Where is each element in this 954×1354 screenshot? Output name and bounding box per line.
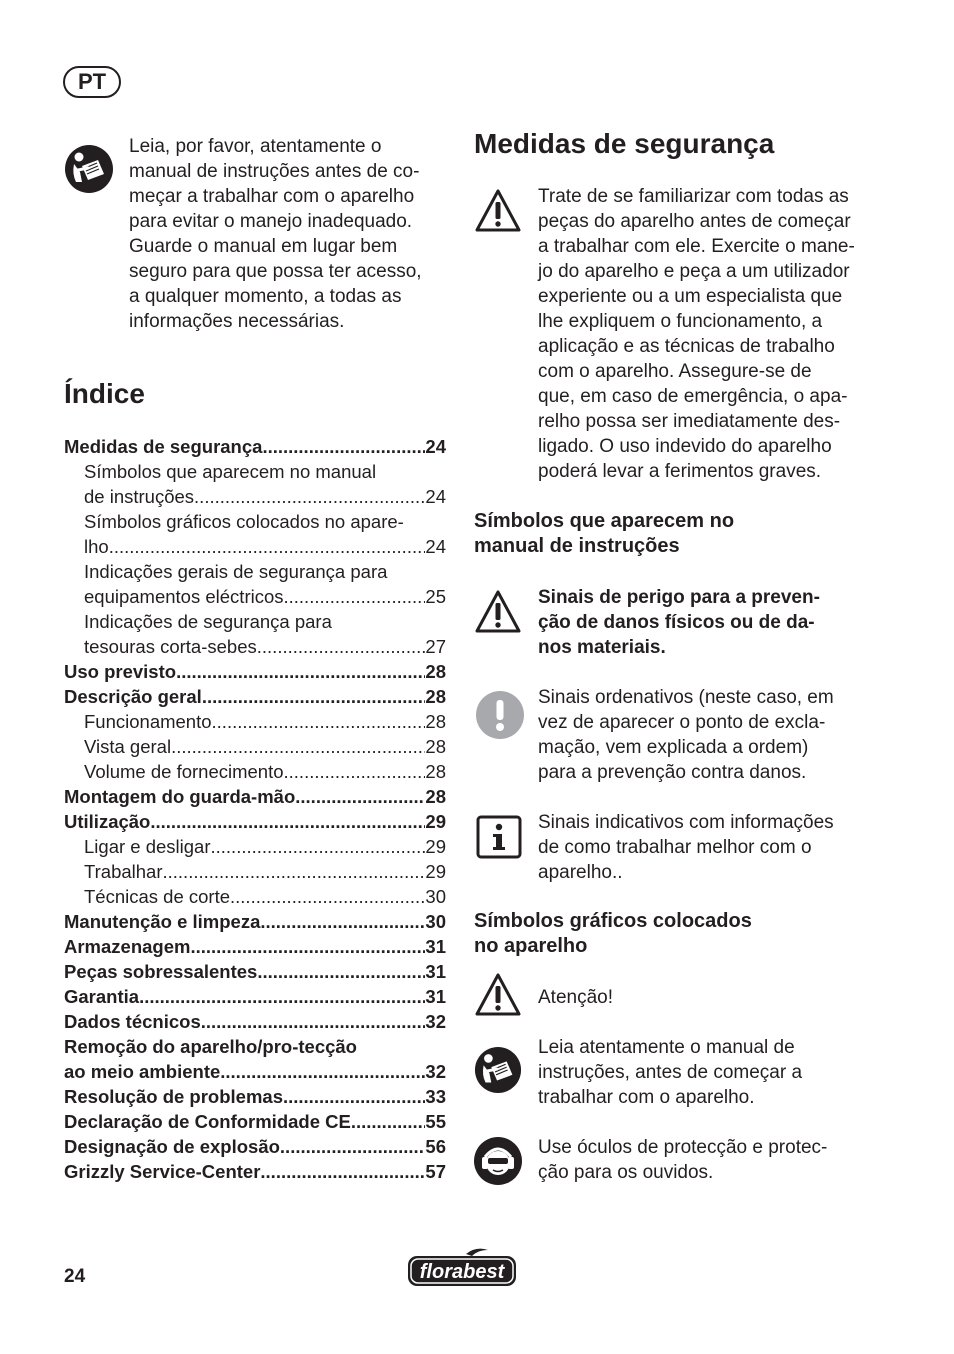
- toc-entry[interactable]: Garantia ..... 31: [64, 984, 446, 1009]
- table-of-contents: [64, 434, 446, 1184]
- protection-text: Use óculos de protecção e protec- ção para os ouvidos.: [538, 1137, 828, 1183]
- read-manual-text: Leia atentamente o manual de instruções, antes de começar a trabalhar com o aparelho.: [538, 1037, 803, 1108]
- toc-entry[interactable]: Volume de fornecimento ..... 28: [64, 759, 446, 784]
- toc-entry[interactable]: tesouras corta-sebes ..... 27: [64, 634, 446, 659]
- toc-entry[interactable]: Utilização ..... 29: [64, 809, 446, 834]
- danger-signs-text: Sinais de perigo para a preven- ção de danos físicos ou de da- nos materiais.: [538, 587, 820, 658]
- toc-entry[interactable]: lho ..... 24: [64, 534, 446, 559]
- brand-name: florabest: [419, 1261, 505, 1283]
- toc-entry[interactable]: Montagem do guarda-mão ..... 28: [64, 784, 446, 809]
- index-title: Índice: [64, 378, 145, 409]
- toc-entry[interactable]: Dados técnicos ..... 32: [64, 1009, 446, 1034]
- mandatory-signs-text: Sinais ordenativos (neste caso, em vez de aparecer o ponto de excla- mação, vem explicada a ordem) para a prevenção contra danos.: [538, 687, 834, 783]
- toc-entry[interactable]: Remoção do aparelho/pro-tecção: [64, 1036, 357, 1057]
- attention-text: Atenção!: [538, 987, 613, 1008]
- eye-ear-protection-icon: [474, 1137, 522, 1185]
- toc-entry[interactable]: Uso previsto ..... 28: [64, 659, 446, 684]
- toc-entry[interactable]: Descrição geral ..... 28: [64, 684, 446, 709]
- safety-warning-text: Trate de se familiarizar com todas as peças do aparelho antes de começar a trabalhar com ele. Exercite o mane- jo do aparelho e peça a um utilizador experiente ou a um especialista que lhe expliquem o funcionamento, a aplicação e as técnicas de trabalho com o aparelho. Assegure-se de que, em caso de emergência, o apa- relho possa ser imediatamente des- ligado. O uso indevido do aparelho poderá levar a ferimentos graves.: [538, 186, 855, 482]
- toc-entry[interactable]: Símbolos gráficos colocados no apare-: [84, 511, 404, 532]
- brand-logo: [406, 1246, 518, 1288]
- device-symbols-title: Símbolos gráficos colocados no aparelho: [474, 910, 752, 957]
- toc-entry[interactable]: Manutenção e limpeza ..... 30: [64, 909, 446, 934]
- section-title: Medidas de segurança: [474, 128, 775, 159]
- info-signs-text: Sinais indicativos com informações de como trabalhar melhor com o aparelho..: [538, 812, 834, 883]
- read-manual-icon: [474, 1046, 522, 1094]
- toc-entry[interactable]: Declaração de Conformidade CE ..... 55: [64, 1109, 446, 1134]
- toc-entry[interactable]: Ligar e desligar ..... 29: [64, 834, 446, 859]
- toc-entry[interactable]: Designação de explosão ..... 56: [64, 1134, 446, 1159]
- toc-entry[interactable]: Grizzly Service-Center ..... 57: [64, 1159, 446, 1184]
- toc-entry[interactable]: Técnicas de corte ..... 30: [64, 884, 446, 909]
- toc-entry[interactable]: de instruções ..... 24: [64, 484, 446, 509]
- manual-symbols-title: Símbolos que aparecem no manual de instruções: [474, 510, 735, 557]
- toc-entry[interactable]: Funcionamento ..... 28: [64, 709, 446, 734]
- toc-entry[interactable]: Indicações de segurança para: [84, 611, 332, 632]
- toc-entry[interactable]: Símbolos que aparecem no manual: [84, 461, 377, 482]
- page-number: 24: [64, 1266, 86, 1287]
- toc-entry[interactable]: Trabalhar ..... 29: [64, 859, 446, 884]
- toc-entry[interactable]: Medidas de segurança ..... 24: [64, 434, 446, 459]
- toc-entry[interactable]: Resolução de problemas ..... 33: [64, 1084, 446, 1109]
- toc-entry[interactable]: ao meio ambiente ..... 32: [64, 1059, 446, 1084]
- attention-triangle-icon: [474, 972, 522, 1018]
- info-sign-icon: [476, 815, 522, 859]
- language-badge: PT: [63, 66, 121, 98]
- toc-entry[interactable]: equipamentos eléctricos ..... 25: [64, 584, 446, 609]
- toc-entry[interactable]: Peças sobressalentes ..... 31: [64, 959, 446, 984]
- intro-text: Leia, por favor, atentamente o manual de instruções antes de co- meçar a trabalhar com o aparelho para evitar o manejo inadequado. Guarde o manual em lugar bem seguro para que possa ter acesso, a qualquer momento, a todas as informações necessárias.: [129, 136, 422, 332]
- danger-triangle-icon: [474, 589, 522, 635]
- warning-triangle-icon: [474, 188, 522, 234]
- toc-entry[interactable]: Armazenagem ..... 31: [64, 934, 446, 959]
- toc-entry[interactable]: Vista geral ..... 28: [64, 734, 446, 759]
- mandatory-sign-icon: [476, 691, 524, 739]
- toc-entry[interactable]: Indicações gerais de segurança para: [84, 561, 388, 582]
- read-manual-icon: [64, 144, 114, 194]
